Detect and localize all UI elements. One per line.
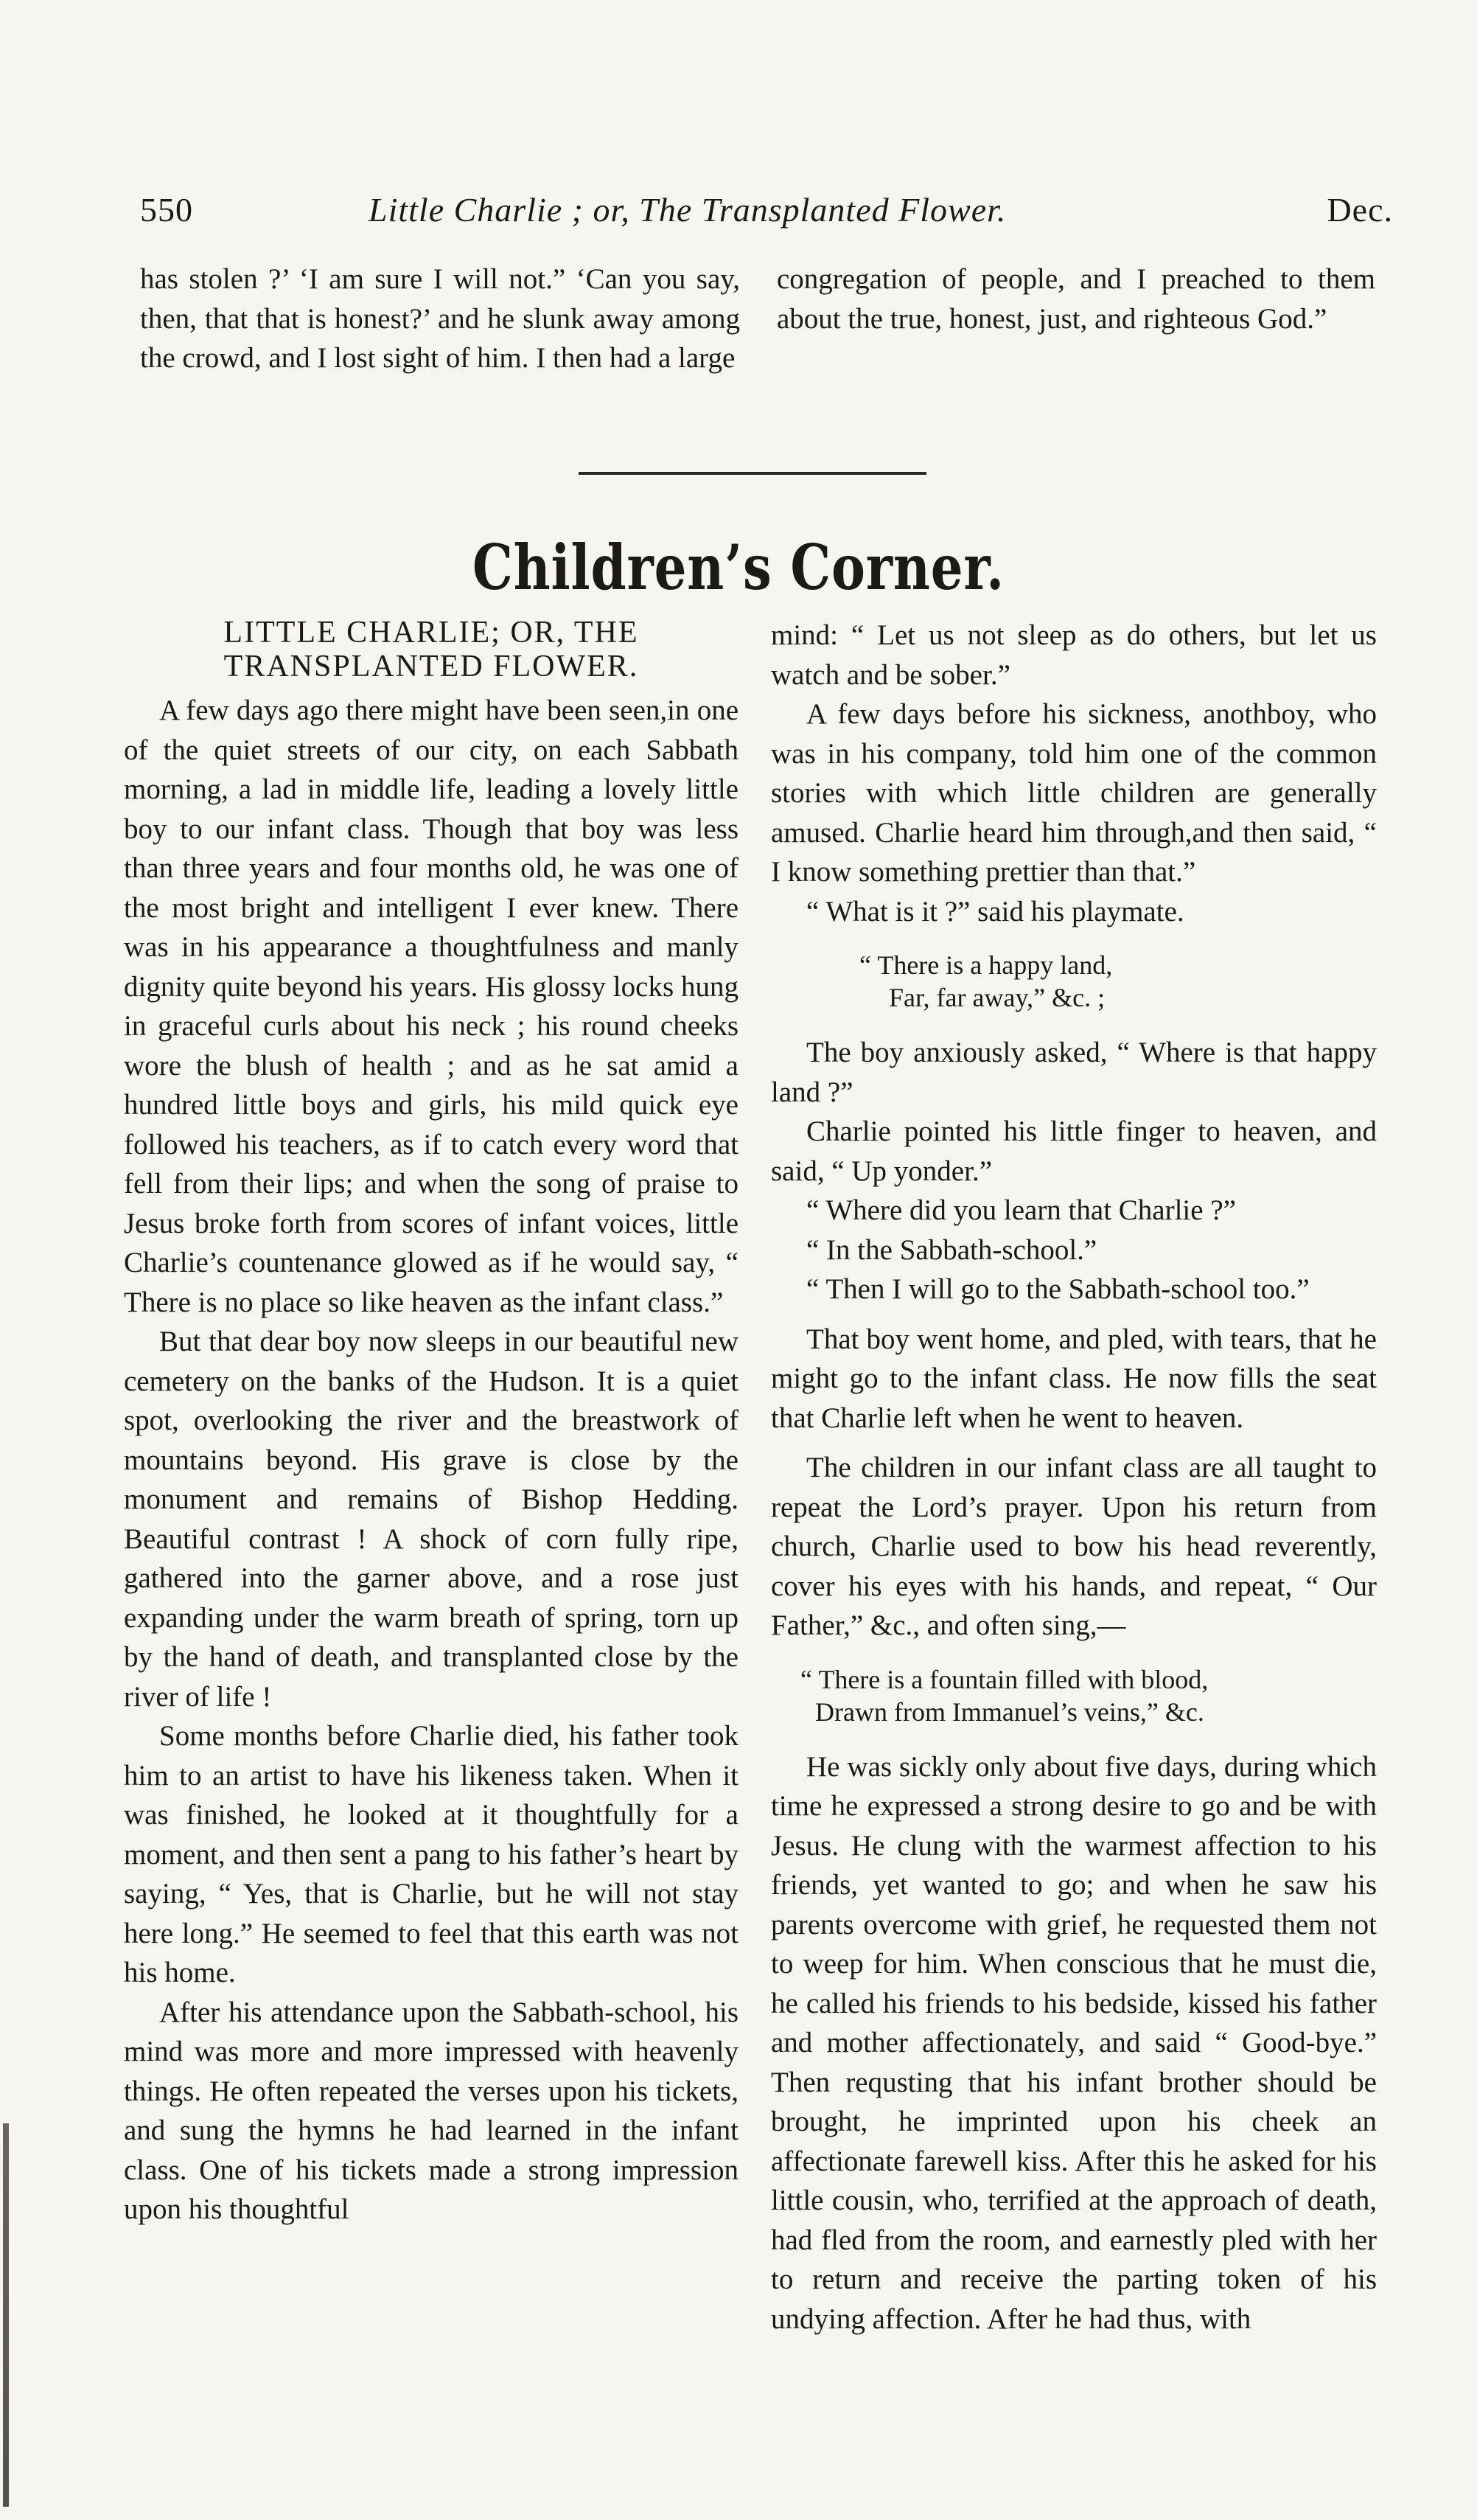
story-paragraph: mind: “ Let us not sleep as do others, but let us watch and be sober.” [771, 619, 1377, 691]
continued-text-left [140, 260, 740, 378]
story-column-left [124, 616, 738, 2230]
page-binding-edge [3, 2123, 9, 2507]
story-paragraph: The children in our infant class are all taught to repeat the Lord’s prayer. Upon his return from church, Charlie used to bow his head reverently, cover his eyes with his hands, and repeat, “ Our Father,” &c., and often sing,— [771, 1452, 1377, 1641]
story-paragraph: A few days before his sickness, anothboy, who was in his company, told him one of the common stories with which little children are generally amused. Charlie heard him through,and then said, “ I know something prettier than that.” [771, 698, 1377, 888]
story-paragraph: He was sickly only about five days, during which time he expressed a strong desire to go and be with Jesus. He clung with the warmest affection to his friends, yet wanted to go; and when he saw his parents overcome with grief, he requested them not to weep for him. When conscious that he must die, he called his friends to his bedside, kissed his father and mother affectionately, and said “ Good-bye.” Then requsting that his infant brother should be brought, he imprinted upon his cheek an affectionate farewell kiss. After this he asked for his little cousin, who, terrified at the approach of death, had fled from the room, and earnestly pled with her to return and receive the parting token of his undying affection. After he had thus, with [771, 1750, 1377, 2335]
story-paragraph: “ What is it ?” said his playmate. [806, 895, 1184, 927]
section-title: Children’s Corner. [472, 531, 1005, 604]
story-title-line: LITTLE CHARLIE; OR, THE [223, 616, 639, 650]
story-title-line: TRANSPLANTED FLOWER. [223, 650, 639, 683]
continued-paragraph: has stolen ?’ ‘I am sure I will not.” ‘Can you say, then, that that is honest?’ and he slunk away among the crowd, and I lost sight of him. I then had a large [140, 263, 740, 374]
story-paragraph: “ Where did you learn that Charlie ?” [806, 1194, 1236, 1226]
story-paragraph: But that dear boy now sleeps in our beautiful new cemetery on the banks of the Hudson. It is a quiet spot, overlooking the river and the breastwork of mountains beyond. His grave is close by the monument and remains of Bishop Hedding. Beautiful contrast ! A shock of corn fully ripe, gathered into the garner above, and a rose just expanding under the warm breath of spring, torn up by the hand of death, and transplanted close by the river of life ! [124, 1326, 738, 1713]
story-paragraph: After his attendance upon the Sabbath-school, his mind was more and more impressed with heavenly things. He often repeated the verses upon his tickets, and sung the hymns he had learned in the infant class. One of his tickets made a strong impression upon his thoughtful [124, 1996, 738, 2225]
continued-paragraph: congregation of people, and I preached to them about the true, honest, just, and righteous God.” [777, 263, 1375, 335]
verse-line: Far, far away,” &c. ; [889, 983, 1106, 1012]
story-paragraph: Some months before Charlie died, his father took him to an artist to have his likeness taken. When it was finished, he looked at it thoughtfully for a moment, and then sent a pang to his father’s heart by saying, “ Yes, that is Charlie, but he will not stay here long.” He seemed to feel that this earth was not his home. [124, 1720, 738, 1988]
page-number: 550 [140, 191, 193, 229]
hymn-verse [771, 949, 1377, 1014]
hymn-verse [771, 1663, 1377, 1728]
section-divider [579, 472, 926, 475]
continued-text-right [777, 260, 1375, 338]
story-title [124, 616, 738, 683]
verse-line: “ There is a happy land, [859, 950, 1113, 980]
running-title: Little Charlie ; or, The Transplanted Flower. [369, 191, 1007, 229]
story-paragraph: Charlie pointed his little finger to heaven, and said, “ Up yonder.” [771, 1115, 1377, 1187]
verse-line: Drawn from Immanuel’s veins,” &c. [815, 1696, 1204, 1727]
verse-line: “ There is a fountain filled with blood, [800, 1664, 1209, 1694]
story-paragraph: A few days ago there might have been seen,in one of the quiet streets of our city, on each Sabbath morning, a lad in middle life, leading a lovely little boy to our infant class. Though that boy was less than three years and four months old, he was one of the most bright and intelligent I ever knew. There was in his appearance a thoughtfulness and manly dignity quite beyond his years. His glossy locks hung in graceful curls about his neck ; his round cheeks wore the blush of health ; and as he sat amid a hundred little boys and girls, his mild quick eye followed his teachers, as if to catch every word that fell from their lips; and when the song of praise to Jesus broke forth from scores of infant voices, little Charlie’s countenance glowed as if he would say, “ There is no place so like heaven as the infant class.” [124, 695, 738, 1318]
story-paragraph: “ Then I will go to the Sabbath-school too.” [806, 1273, 1310, 1305]
story-paragraph: The boy anxiously asked, “ Where is that happy land ?” [771, 1037, 1377, 1108]
story-column-right [771, 616, 1377, 2339]
running-header [140, 190, 1393, 242]
header-month: Dec. [1327, 191, 1393, 229]
story-paragraph: That boy went home, and pled, with tears, that he might go to the infant class. He now fills the seat that Charlie left when he went to heaven. [771, 1323, 1377, 1434]
story-paragraph: “ In the Sabbath-school.” [806, 1233, 1097, 1266]
